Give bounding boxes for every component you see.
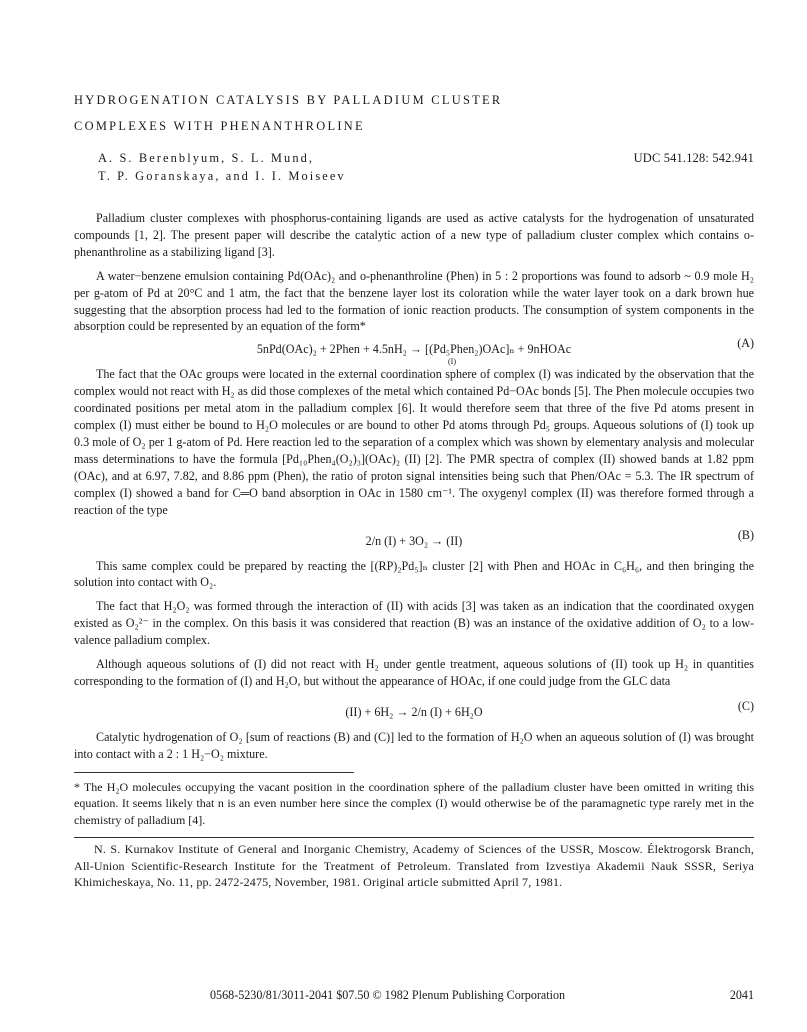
paragraph-intro: Palladium cluster complexes with phosphorus-containing ligands are used as active catalysts for the hydrogenation of unsaturated compounds [1, 2]. The present paper will describe the catalytic action of a new type of palladium cluster complex which contains o-phenanthroline as a stabilizing ligand [3]. <box>74 211 754 259</box>
udc-code: UDC 541.128: 542.941 <box>633 151 754 165</box>
author-list <box>98 150 346 185</box>
paragraph-emulsion: A water−benzene emulsion containing Pd(OAc)₂ and o-phenanthroline (Phen) in 5 : 2 proportions was found to adsorb ~ 0.9 mole H₂ per g-atom of Pd at 20°C and 1 atm, the fact that the benzene layer lost its coloration while the water layer took on a dark brown hue suggesting that the absorption process had led to the formation of ionic reaction products. The consumption of system components in the absorption could be represented by an equation of the form* <box>74 268 754 334</box>
publication-code: 0568-5230/81/3011-2041 $07.50 © 1982 Plenum Publishing Corporation <box>210 988 566 1002</box>
footnote-divider <box>74 772 354 773</box>
equation-b <box>74 527 754 555</box>
article-title-line-2: COMPLEXES WITH PHENANTHROLINE <box>74 119 365 133</box>
paragraph-h2o2: The fact that H₂O₂ was formed through the interaction of (II) with acids [3] was taken as an indication that the coordinated oxygen existed as O₂²⁻ in the complex. On this basis it was considered that reaction (B) was an instance of the oxidative addition of O₂ to a low-valence palladium complex. <box>74 599 754 648</box>
affiliation-note: N. S. Kurnakov Institute of General and Inorganic Chemistry, Academy of Sciences of the USSR, Moscow. Élektrogorsk Branch, All-Union Scientific-Research Institute for the Treatment of Petroleum. Translated from Izvestiya Akademii Nauk SSSR, Seriya Khimicheskaya, No. 11, pp. 2472-2475, November, 1981. Original article submitted April 7, 1981. <box>74 842 754 890</box>
author-block <box>74 150 754 188</box>
equation-a-text: 5nPd(OAc)₂ + 2Phen + 4.5nH₂ → [(Pd₅Phen₂)OAc]ₙ + 9nHOAc <box>256 342 572 357</box>
equation-b-text: 2/n (I) + 3O₂ → (II) <box>365 533 463 548</box>
equation-c-text: (II) + 6H₂ → 2/n (I) + 6H₂O <box>345 704 483 719</box>
paragraph-catalytic: Catalytic hydrogenation of O₂ [sum of reactions (B) and (C)] led to the formation of H₂O when an aqueous solution of (I) was brought into contact with a 2 : 1 H₂−O₂ mixture. <box>74 729 754 761</box>
paragraph-cluster-prep: This same complex could be prepared by reacting the [(RP)₂Pd₅]ₙ cluster [2] with Phen and HOAc in C₆H₆, and then bringing the solution into contact with O₂. <box>74 558 754 590</box>
article-title-line-1: HYDROGENATION CATALYSIS BY PALLADIUM CLUSTER <box>74 93 503 107</box>
equation-a-sublabel: (I) <box>448 357 456 367</box>
page-number: 2041 <box>729 988 754 1002</box>
affiliation-divider <box>74 837 754 838</box>
footnote: * The H₂O molecules occupying the vacant position in the coordination sphere of the palladium cluster have been omitted in writing this equation. It seems likely that n is an even number here since the complex (I) would otherwise be of the paramagnetic type rarely met in the chemistry of palladium [4]. <box>74 779 754 827</box>
paragraph-oac-groups: The fact that the OAc groups were located in the external coordination sphere of complex (I) was indicated by the observation that the complex would not react with H₂ as did those complexes of the metal which contained Pd−OAc bonds [5]. The Phen molecule occupies two coordinated positions per metal atom in the palladium complex [6]. It would therefore seem that three of the five Pd atoms present in complex (I) must either be bound to H₂O molecules or are bound to other Pd atoms through Pd₅ groups. Aqueous solutions of (I) took up 0.3 mole of O₂ per 1 g-atom of Pd. Here reaction led to the separation of a complex which was shown by elementary analysis and molecular mass determinations to have the formula [Pd₁₀Phen₄(O₂)₃](OAc)₂ (II) [2]. The PMR spectra of complex (II) showed bands at 1.82 ppm (OAc), and at 6.97, 7.82, and 8.86 ppm (Phen), the ratio of proton signal intensities being such that Phen/OAc = 5.3. The IR spectrum of complex (I) showed a band for C═O band absorption in OAc in 1580 cm⁻¹. The oxygenyl complex (II) was therefore formed through a reaction of the type <box>74 367 754 517</box>
equation-c <box>74 698 754 726</box>
authors-line-1: A. S. Berenblyum, S. L. Mund, <box>98 151 315 165</box>
paragraph-aqueous: Although aqueous solutions of (I) did not react with H₂ under gentle treatment, aqueous solutions of (II) took up H₂ in quantities corresponding to the formation of (I) and H₂O, but without the appearance of HOAc, if one could judge from the GLC data <box>74 657 754 688</box>
equation-c-label: (C) <box>737 698 754 713</box>
article-body <box>74 92 754 891</box>
equation-b-label: (B) <box>737 527 754 542</box>
equation-a-label: (A) <box>737 336 754 351</box>
equation-a <box>74 335 754 367</box>
authors-line-2: T. P. Goranskaya, and I. I. Moiseev <box>98 168 346 183</box>
